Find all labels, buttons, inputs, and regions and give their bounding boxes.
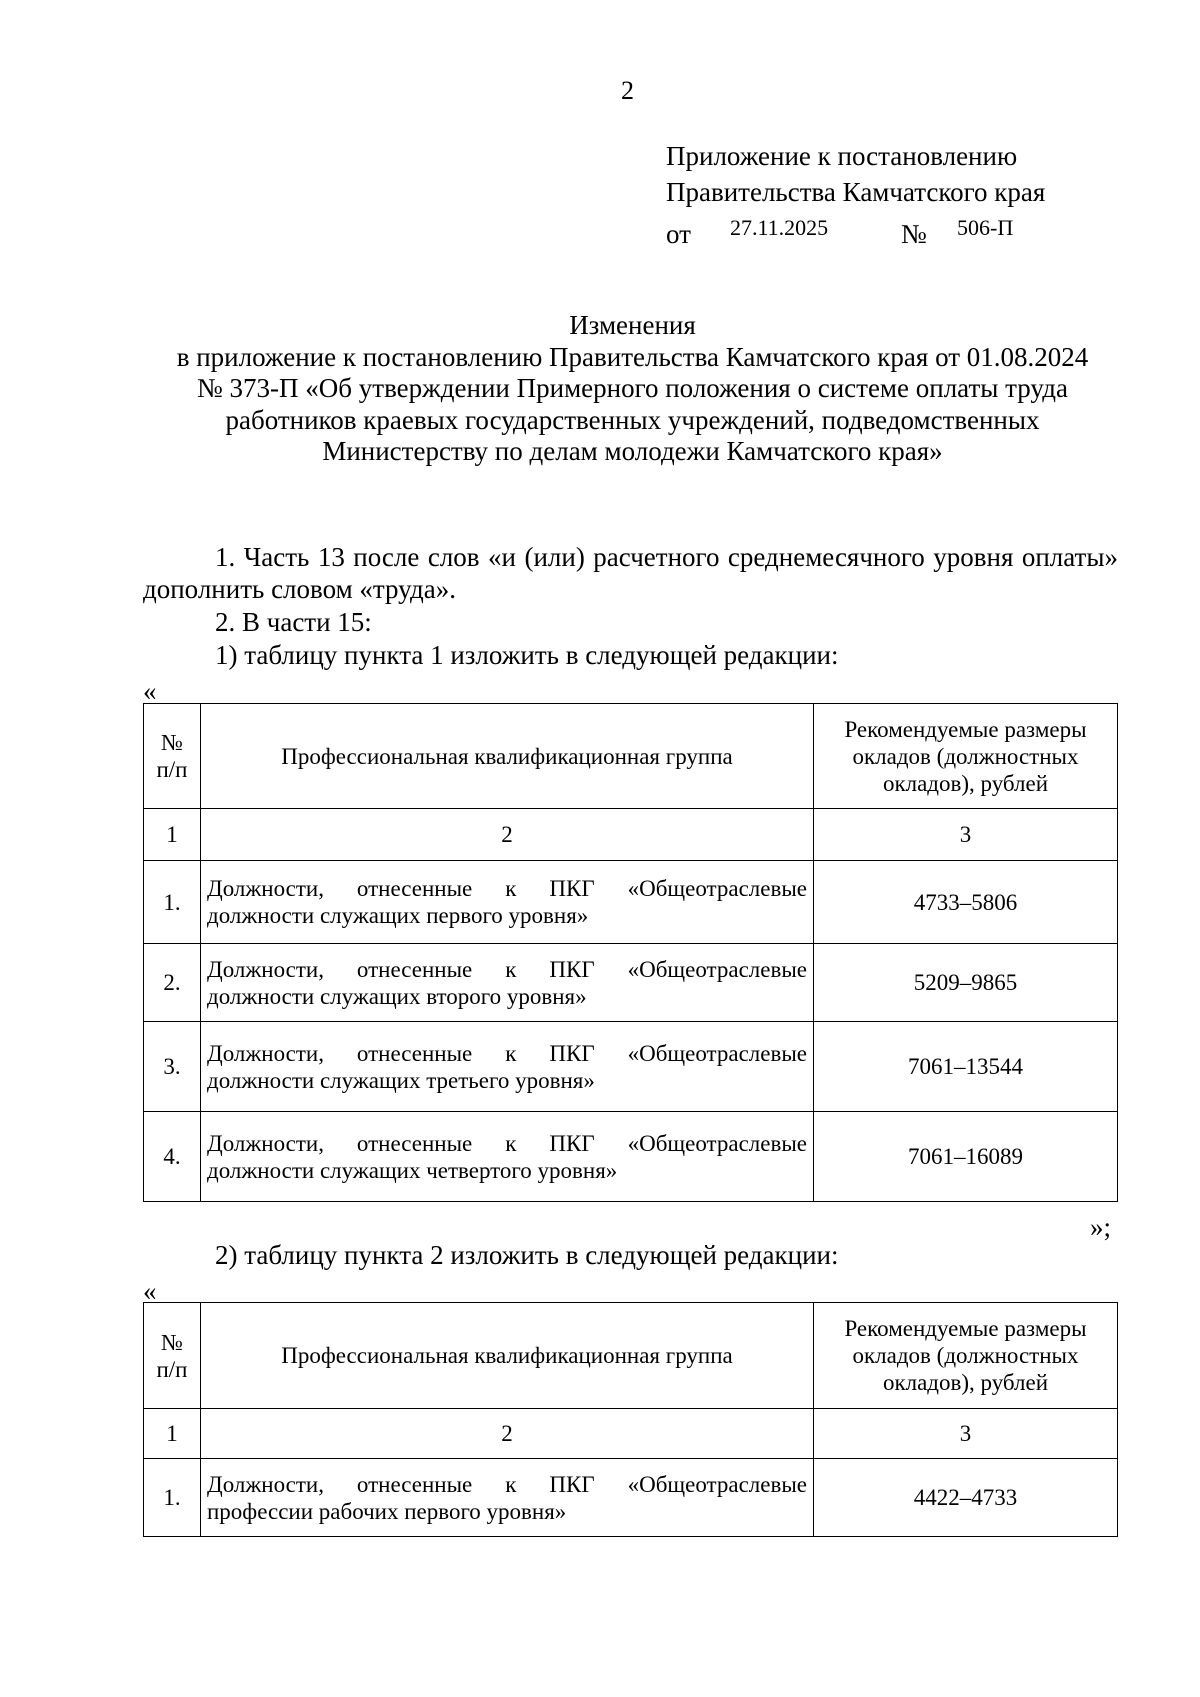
row-salary: 4733–5806 xyxy=(814,861,1118,944)
row-salary: 4422–4733 xyxy=(814,1459,1118,1537)
column-number-1: 1 xyxy=(144,1409,201,1459)
header-number: № п/п xyxy=(144,704,201,809)
column-number-2: 2 xyxy=(201,1409,814,1459)
column-number-2: 2 xyxy=(201,809,814,861)
resolution-number: 506-П xyxy=(957,215,1014,240)
table-row xyxy=(144,1022,1118,1112)
table-header-row xyxy=(144,1303,1118,1409)
header-salary: Рекомендуемые размеры окладов (должностных окладов), рублей xyxy=(814,1303,1118,1409)
row-number: 1. xyxy=(144,861,201,944)
document-title xyxy=(120,310,1145,468)
header-group: Профессиональная квалификационная группа xyxy=(201,704,814,809)
row-group: Должности, отнесенные к ПКГ «Общеотраслевые должности служащих второго уровня» xyxy=(201,944,814,1022)
appendix-line-1: Приложение к постановлению xyxy=(666,141,1018,171)
title-line-3: работников краевых государственных учреждений, подведомственных xyxy=(225,404,1040,435)
column-number-3: 3 xyxy=(814,1409,1118,1459)
row-salary: 5209–9865 xyxy=(814,944,1118,1022)
row-number: 2. xyxy=(144,944,201,1022)
row-number: 4. xyxy=(144,1112,201,1202)
appendix-date-number xyxy=(666,210,1045,249)
title-line-4: Министерству по делам молодежи Камчатского края» xyxy=(322,436,943,466)
row-group: Должности, отнесенные к ПКГ «Общеотраслевые должности служащих третьего уровня» xyxy=(201,1022,814,1112)
table-row xyxy=(144,944,1118,1022)
paragraph-item-1: 1. Часть 13 после слов «и (или) расчетного среднемесячного уровня оплаты» дополнить словом «труда». xyxy=(143,542,1118,604)
table-row xyxy=(144,1112,1118,1202)
table-row xyxy=(144,861,1118,944)
column-number-1: 1 xyxy=(144,809,201,861)
resolution-date: 27.11.2025 xyxy=(730,215,829,240)
column-number-3: 3 xyxy=(814,809,1118,861)
paragraph-sub-1: 1) таблицу пункта 1 изложить в следующей редакции: xyxy=(215,640,839,670)
open-quote-1: « xyxy=(143,676,157,706)
header-group: Профессиональная квалификационная группа xyxy=(201,1303,814,1409)
appendix-header xyxy=(666,138,1046,249)
paragraph-sub-2: 2) таблицу пункта 2 изложить в следующей редакции: xyxy=(215,1240,839,1270)
table-row xyxy=(144,1459,1118,1537)
close-quote-1: »; xyxy=(1090,1212,1112,1242)
table-column-numbers-row xyxy=(144,809,1118,861)
table-header-row xyxy=(144,704,1118,809)
table-column-numbers-row xyxy=(144,1409,1118,1459)
header-number: № п/п xyxy=(144,1303,201,1409)
title-line-2: № 373-П «Об утверждении Примерного положения о системе оплаты труда xyxy=(197,373,1068,403)
salary-table-1 xyxy=(143,703,1118,1202)
row-group: Должности, отнесенные к ПКГ «Общеотраслевые профессии рабочих первого уровня» xyxy=(201,1459,814,1537)
title-heading: Изменения xyxy=(569,310,696,340)
row-salary: 7061–16089 xyxy=(814,1112,1118,1202)
salary-table-2 xyxy=(143,1302,1118,1537)
from-label: от xyxy=(666,219,691,249)
row-group: Должности, отнесенные к ПКГ «Общеотраслевые должности служащих четвертого уровня» xyxy=(201,1112,814,1202)
open-quote-2: « xyxy=(143,1276,157,1306)
row-number: 3. xyxy=(144,1022,201,1112)
number-sign: № xyxy=(901,219,927,249)
row-salary: 7061–13544 xyxy=(814,1022,1118,1112)
page-number: 2 xyxy=(621,76,634,105)
row-number: 1. xyxy=(144,1459,201,1537)
title-line-1: в приложение к постановлению Правительства Камчатского края от 01.08.2024 xyxy=(176,341,1089,372)
appendix-line-2: Правительства Камчатского края xyxy=(666,177,1046,207)
paragraph-item-2: 2. В части 15: xyxy=(215,607,372,637)
row-group: Должности, отнесенные к ПКГ «Общеотраслевые должности служащих первого уровня» xyxy=(201,861,814,944)
header-salary: Рекомендуемые размеры окладов (должностных окладов), рублей xyxy=(814,704,1118,809)
